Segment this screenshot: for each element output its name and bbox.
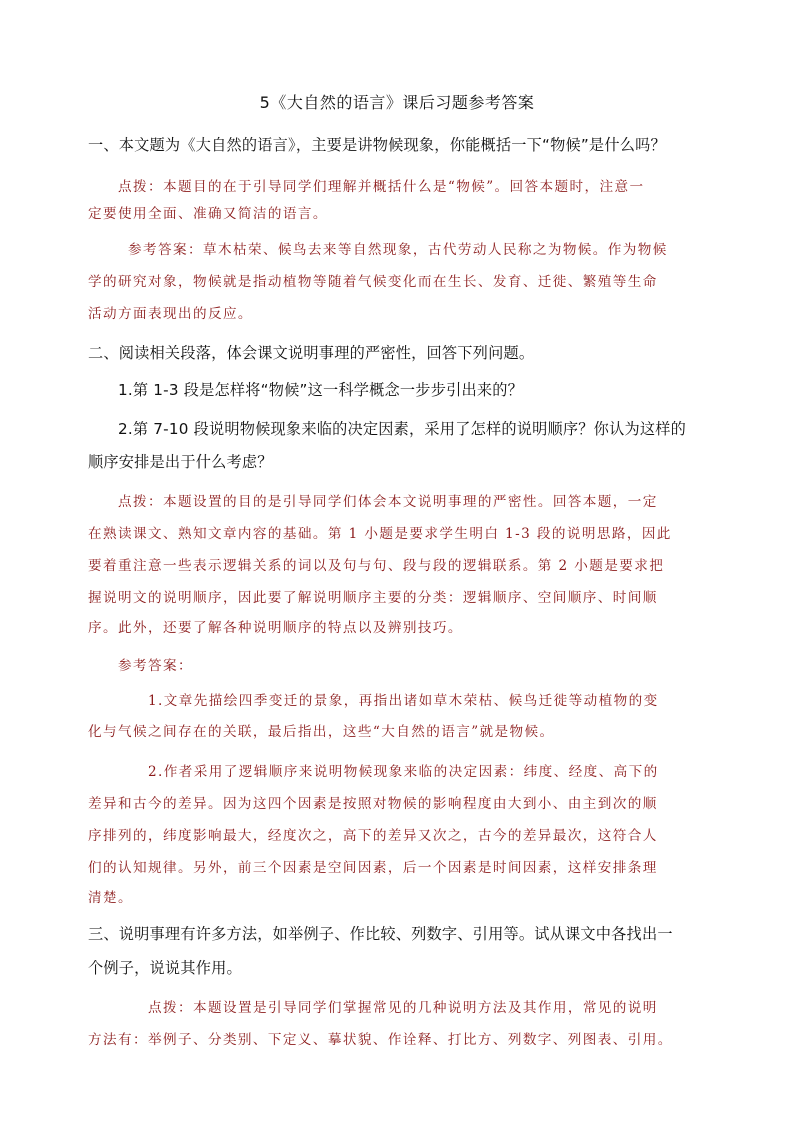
question-2: 二、阅读相关段落，体会课文说明事理的严密性，回答下列问题。 — [88, 344, 535, 362]
answer-2-item-1-line-2: 化与气候之间存在的关联，最后指出，这些“大自然的语言”就是物候。 — [88, 724, 555, 740]
answer-2-item-2-line-2: 差异和古今的差异。因为这四个因素是按照对物候的影响程度由大到小、由主到次的顺 — [88, 796, 658, 812]
answer-1-line-1: 参考答案：草木枯荣、候鸟去来等自然现象，古代劳动人民称之为物候。作为物候 — [128, 242, 668, 258]
hint-3-line-1: 点拨：本题设置是引导同学们掌握常见的几种说明方法及其作用，常见的说明 — [148, 1000, 658, 1016]
question-2-sub-2-line-1: 2.第 7-10 段说明物候现象来临的决定因素，采用了怎样的说明顺序？你认为这样的 — [118, 420, 687, 438]
answer-2-item-1-line-1: 1.文章先描绘四季变迁的景象，再指出诸如草木荣枯、候鸟迁徙等动植物的变 — [148, 693, 659, 709]
question-3-line-1: 三、说明事理有许多方法，如举例子、作比较、列数字、引用等。试从课文中各找出一 — [88, 925, 673, 943]
document-title: 5《大自然的语言》课后习题参考答案 — [259, 93, 535, 112]
hint-2-line-1: 点拨：本题设置的目的是引导同学们体会本文说明事理的严密性。回答本题，一定 — [118, 494, 658, 510]
question-2-sub-2-line-2: 顺序安排是出于什么考虑？ — [88, 453, 273, 471]
answer-2-item-2-line-5: 清楚。 — [88, 890, 133, 906]
question-1: 一、本文题为《大自然的语言》，主要是讲物候现象，你能概括一下“物候”是什么吗？ — [88, 136, 666, 154]
answer-2-item-2-line-3: 序排列的，纬度影响最大，经度次之，高下的差异又次之，古今的差异最次，这符合人 — [88, 828, 658, 844]
hint-1-line-1: 点拨：本题目的在于引导同学们理解并概括什么是“物候”。回答本题时，注意一 — [118, 179, 645, 195]
question-2-sub-1: 1.第 1-3 段是怎样将“物候”这一科学概念一步步引出来的？ — [118, 381, 524, 399]
question-3-line-2: 个例子，说说其作用。 — [88, 959, 242, 977]
hint-2-line-2: 在熟读课文、熟知文章内容的基础。第 1 小题是要求学生明白 1-3 段的说明思路，因此 — [88, 526, 672, 542]
answer-1-line-3: 活动方面表现出的反应。 — [88, 306, 253, 322]
answer-2-item-2-line-4: 们的认知规律。另外，前三个因素是空间因素，后一个因素是时间因素，这样安排条理 — [88, 860, 658, 876]
hint-2-line-5: 序。此外，还要了解各种说明顺序的特点以及辨别技巧。 — [88, 620, 463, 636]
hint-2-line-4: 握说明文的说明顺序，因此要了解说明顺序主要的分类：逻辑顺序、空间顺序、时间顺 — [88, 590, 658, 606]
hint-3-line-2: 方法有：举例子、分类别、下定义、摹状貌、作诠释、打比方、列数字、列图表、引用。 — [88, 1032, 673, 1048]
hint-1-line-2: 定要使用全面、准确又简洁的语言。 — [88, 206, 328, 222]
answer-1-line-2: 学的研究对象，物候就是指动植物等随着气候变化而在生长、发育、迁徙、繁殖等生命 — [88, 274, 658, 290]
hint-2-line-3: 要着重注意一些表示逻辑关系的词以及句与句、段与段的逻辑联系。第 2 小题是要求把 — [88, 558, 665, 574]
answer-2-label: 参考答案： — [118, 658, 193, 674]
answer-2-item-2-line-1: 2.作者采用了逻辑顺序来说明物候现象来临的决定因素：纬度、经度、高下的 — [148, 764, 659, 780]
